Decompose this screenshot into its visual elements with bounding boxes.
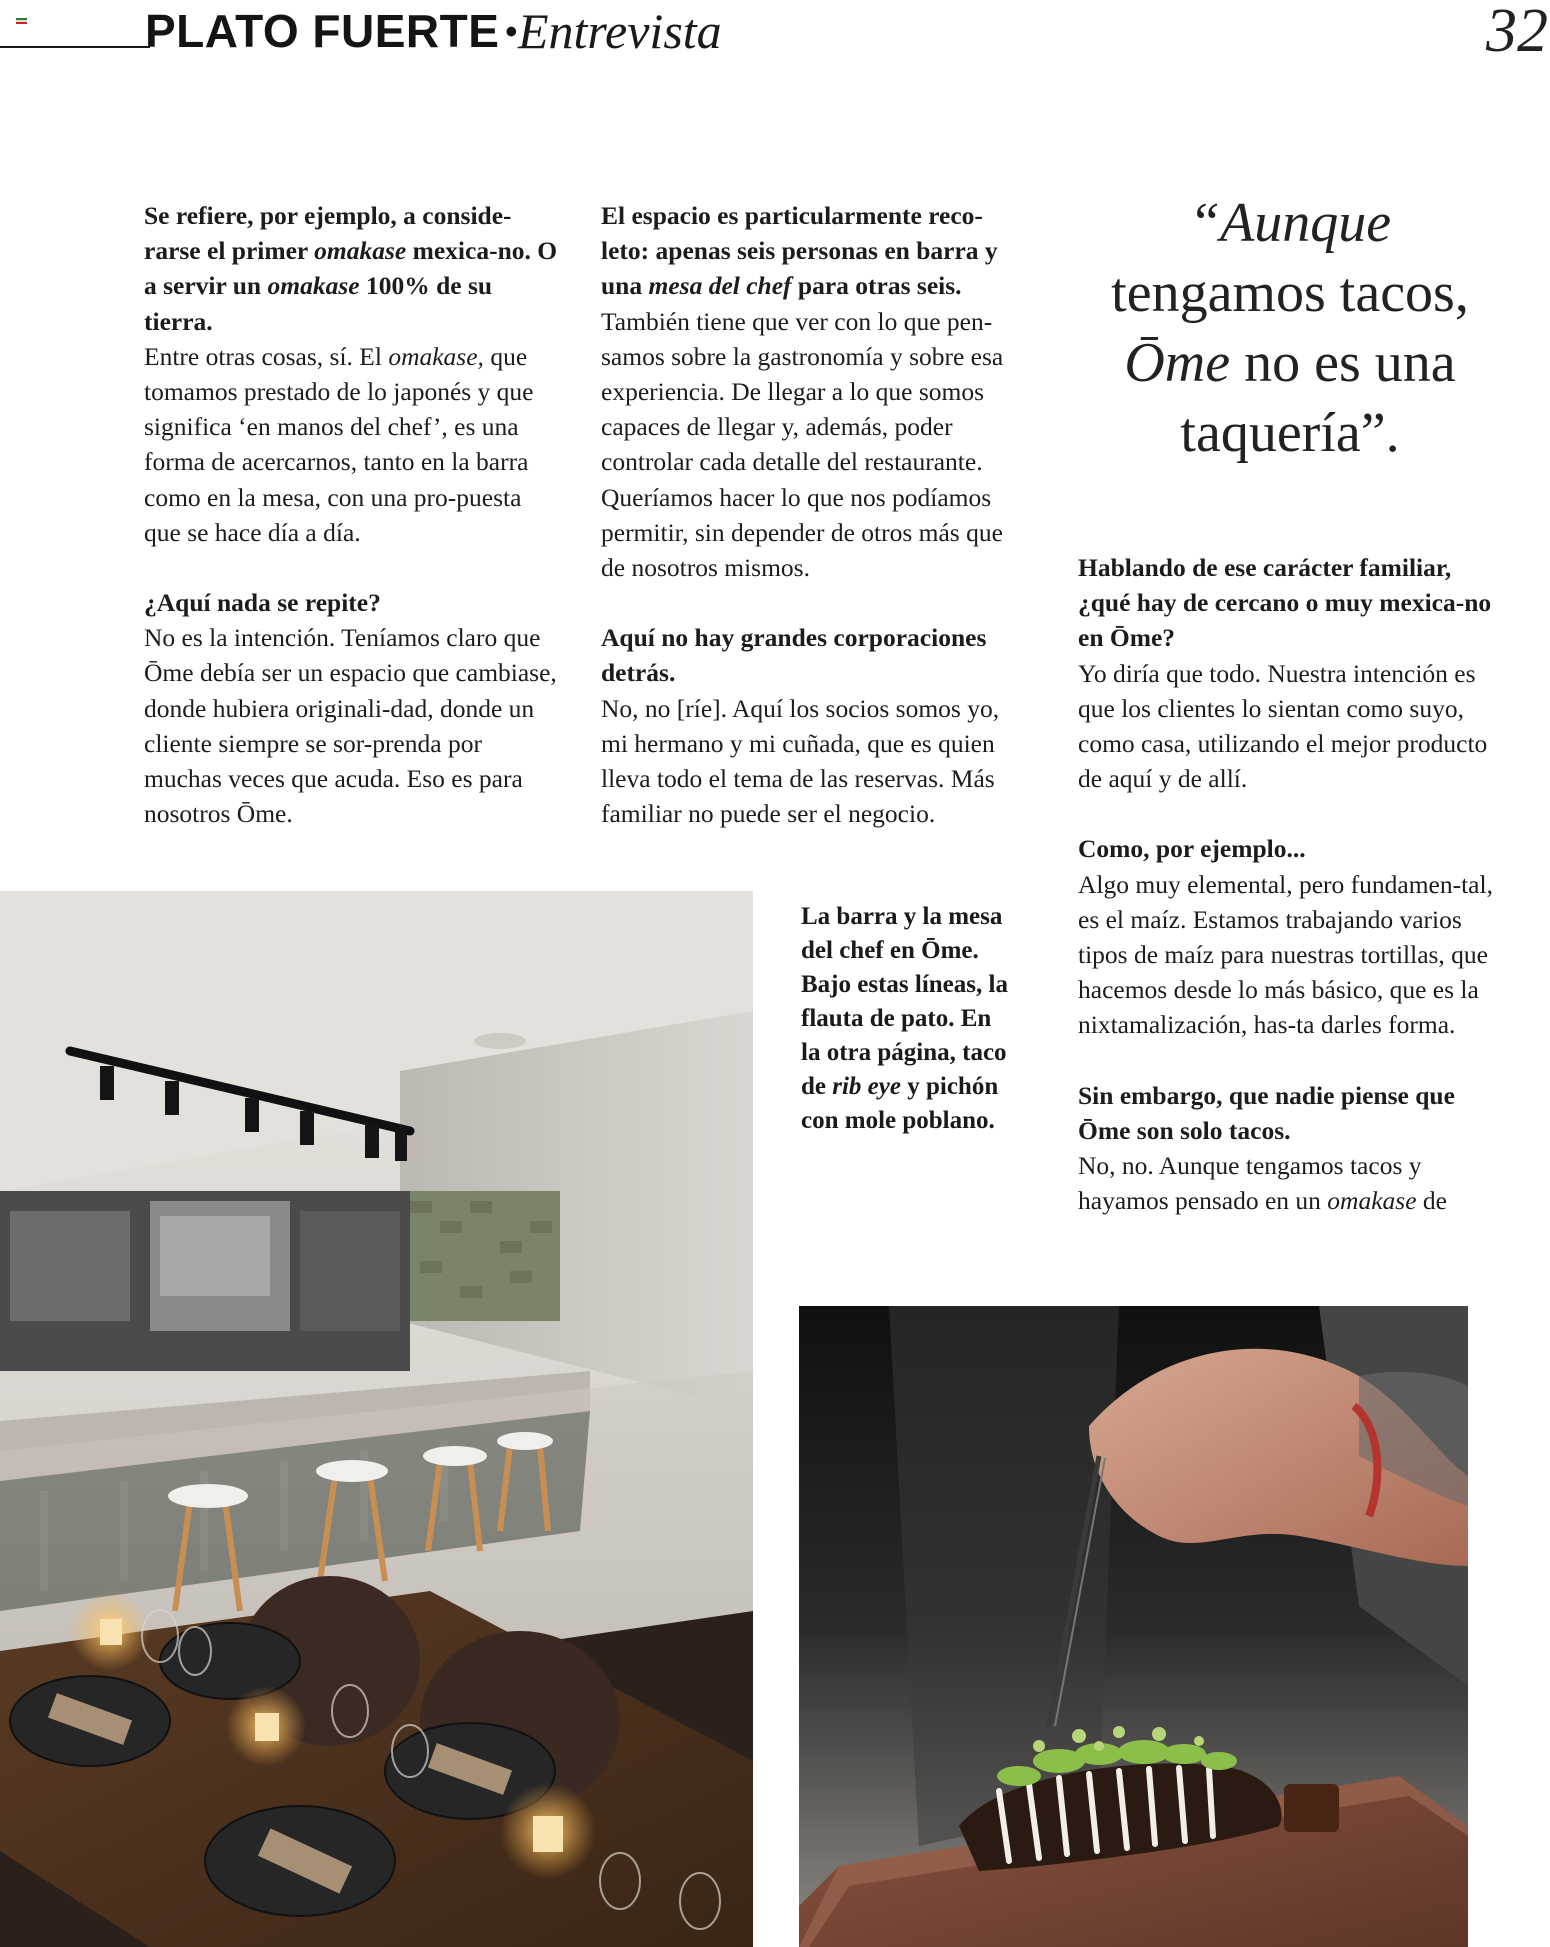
- interview-answer: Yo diría que todo. Nuestra intención es que los clientes lo sientan como suyo, como casa, utilizando el mejor producto de aquí y de allí.: [1078, 658, 1488, 794]
- mexico-flag-icon: [16, 18, 27, 26]
- interview-answer: [1078, 1148, 1508, 1218]
- caption-emphasis: rib eye: [832, 1073, 901, 1100]
- page-number: 32: [1486, 0, 1548, 65]
- qa-block: [1078, 1078, 1508, 1219]
- interview-question: ¿Aquí nada se repite?: [144, 588, 381, 618]
- answer-text: No, no. Aunque tengamos tacos y hayamos pensado en un: [1078, 1151, 1422, 1216]
- question-emphasis: omakase: [314, 236, 407, 266]
- interview-answer: No es la intención. Teníamos claro que Ōme debía ser un espacio que cambiase, donde hubiera originali-dad, donde un cliente siempre se sor-prenda por muchas veces que acuda. Eso es para nosotros Ōme.: [144, 623, 557, 829]
- interview-question: Sin embargo, que nadie piense que Ōme son solo tacos.: [1078, 1080, 1455, 1145]
- section-kicker: Entrevista: [518, 3, 722, 59]
- interview-question: [144, 198, 564, 339]
- restaurant-interior-illustration: [0, 891, 753, 1947]
- qa-block: [1078, 550, 1508, 796]
- section-title: [145, 4, 524, 58]
- caption-text: y pichón con mole poblano.: [801, 1073, 999, 1134]
- section-separator: •: [505, 13, 518, 51]
- qa-block: [601, 198, 1031, 585]
- qa-block: [144, 585, 564, 831]
- answer-emphasis: omakase,: [388, 341, 484, 371]
- question-text: para otras seis.: [791, 271, 962, 301]
- answer-text: Entre otras cosas, sí. El: [144, 341, 389, 371]
- question-text: 100% de su tierra.: [144, 271, 493, 336]
- answer-emphasis: omakase: [1327, 1186, 1417, 1216]
- interview-answer: [144, 339, 564, 550]
- pull-quote-line: [1070, 188, 1510, 258]
- text-column-3: [1078, 550, 1508, 1253]
- restaurant-interior-photo: [0, 891, 753, 1947]
- pull-quote-line: [1070, 328, 1510, 398]
- text-column-2: [601, 198, 1031, 866]
- text-column-1: [144, 198, 564, 866]
- qa-block: [144, 198, 564, 550]
- interview-question: Aquí no hay grandes corporaciones detrás.: [601, 623, 987, 688]
- interview-answer: No, no [ríe]. Aquí los socios somos yo, mi hermano y mi cuñada, que es quien lleva todo el tema de las reservas. Más familiar no puede ser el negocio.: [601, 693, 1000, 829]
- interview-question: Hablando de ese carácter familiar, ¿qué hay de cercano o muy mexica-no en Ōme?: [1078, 553, 1492, 653]
- pull-quote-line: tengamos tacos,: [1111, 262, 1469, 324]
- answer-text: que tomamos prestado de lo japonés y que significa ‘en manos del chef’, es una forma de acercarnos, tanto en la barra como en la mesa, con una pro-puesta que se hace día a día.: [144, 341, 534, 547]
- qa-block: [1078, 831, 1508, 1042]
- interview-answer: También tiene que ver con lo que pen-samos sobre la gastronomía y sobre esa experiencia. De llegar a lo que somos capaces de llegar y, además, poder controlar cada detalle del restaurante. Queríamos hacer lo que nos podíamos permitir, sin depender de otros más que de nosotros mismos.: [601, 306, 1004, 583]
- header-rule: [0, 46, 150, 48]
- dish-plating-illustration: [799, 1306, 1468, 1947]
- qa-block: [601, 620, 1031, 831]
- photo-caption: [801, 900, 1016, 1138]
- dish-plating-photo: [799, 1306, 1468, 1947]
- caption-text: La barra y la mesa del chef en Ōme. Bajo estas líneas, la flauta de pato. En la otra página, taco de: [801, 903, 1008, 1100]
- interview-question: [601, 198, 1031, 304]
- question-text: mexica-no. O a servir un: [144, 236, 558, 301]
- interview-question: Como, por ejemplo...: [1078, 834, 1306, 864]
- question-emphasis: mesa del chef: [648, 271, 792, 301]
- section-label: PLATO FUERTE: [145, 5, 500, 57]
- pull-quote-line: taquería”.: [1180, 402, 1400, 464]
- question-emphasis: omakase: [267, 271, 360, 301]
- question-text: Se refiere, por ejemplo, a conside-rarse el primer: [144, 201, 512, 266]
- pull-quote: [1070, 188, 1510, 468]
- pull-quote-text: no es una: [1230, 332, 1456, 394]
- question-text: El espacio es particularmente reco-leto: apenas seis personas en barra y una: [601, 201, 998, 301]
- interview-answer: Algo muy elemental, pero fundamen-tal, es el maíz. Estamos trabajando varios tipos de maíz para nuestras tortillas, que hacemos desde lo más básico, que es la nixtamalización, has-ta darles forma.: [1078, 869, 1493, 1040]
- pull-quote-emphasis: Ōme: [1124, 332, 1231, 394]
- answer-text: de: [1416, 1186, 1447, 1216]
- pull-quote-text: “Aunque: [1188, 192, 1392, 254]
